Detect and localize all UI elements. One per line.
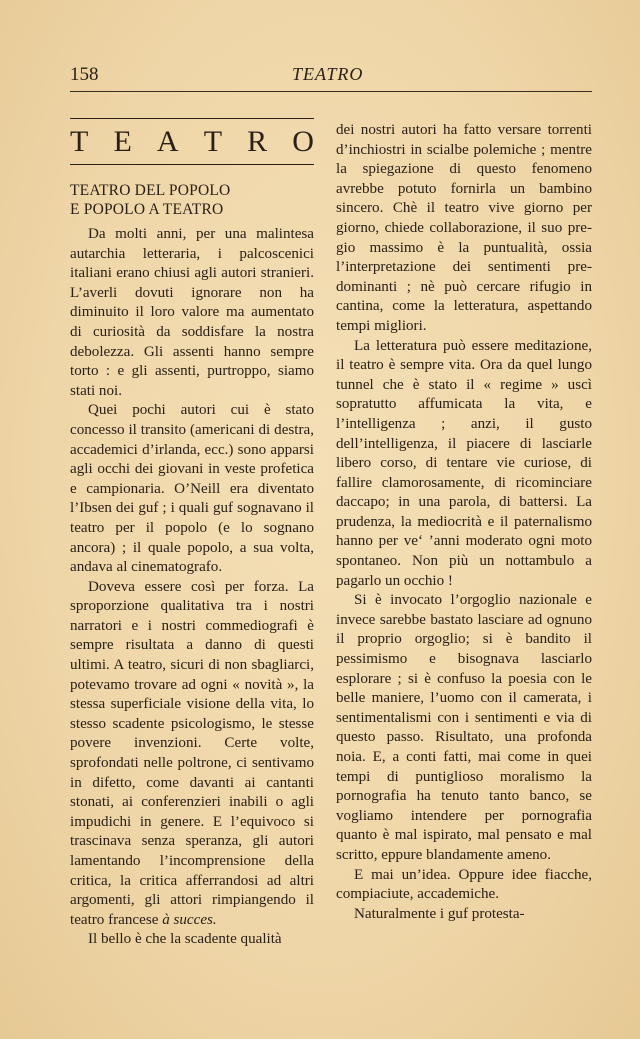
section-title-letter: T <box>203 125 223 158</box>
paragraph: Naturalmente i guf protesta- <box>354 905 525 922</box>
italic-phrase: à succes. <box>162 911 217 928</box>
section-rule-top <box>70 118 314 119</box>
right-column <box>336 121 592 924</box>
paragraph-continued: dei nostri autori ha fatto versare torrenti d’inchiostri in scialbe polemiche ; mentre la spiegazione di questo fenomeno avrebbe potuto fornirla un bambino sincero. Chè il teatro vive giorno per giorno, chiede collaborazione, il suo pregio massimo è la puntualità, ossia l’interpretazione dei sentimenti predominanti ; nè può cercare rifugio in cantina, come la letteratura, aspettando tempi migliori. <box>336 122 592 334</box>
section-title-letter: A <box>156 125 179 158</box>
section-title-letter: O <box>292 125 314 158</box>
section-title-letter: E <box>113 125 132 158</box>
paragraph: Quei pochi autori cui è stato concesso il transito (americani di destra, accademici d’irlanda, ecc.) sono apparsi agli occhi dei giovani in veste profetica e campionaria. O’Neill era diventato l’Ibsen dei guf ; i quali guf sognavano il teatro per il popolo (e lo sognano ancora) ; il quale popolo, a sua volta, andava al cinematografo. <box>70 402 314 576</box>
section-title <box>70 125 314 159</box>
section-title-letter: R <box>247 125 268 158</box>
article-subtitle-line: TEATRO DEL POPOLO <box>70 182 231 199</box>
running-title: TEATRO <box>292 64 364 84</box>
paragraph: La letteratura può essere meditazione, il teatro è sempre vita. Ora da quel lungo tunnel che è stato il « regime » uscì sopratutto affumicata la vita, e l’intelligenza ; anzi, il gusto dell’intelligenza, il piacere di lasciarle libero corso, di tentare vie curiose, di fallire clamorosamente, di ricominciare daccapo; in una parola, di battersi. La prudenza, la mediocrità e il paternalismo hanno per veʻ ’anni moderato ogni moto spontaneo. Non più un nottambulo a pagarlo un occhio ! <box>336 337 592 589</box>
article-subtitle <box>70 181 314 219</box>
paragraph: Si è invocato l’orgoglio nazionale e invece sarebbe bastato lasciare ad ognuno il proprio orgoglio; si è bandito il pessimismo e bisognava lasciarlo esplorare ; si è confuso la poesia con le belle maniere, l’uomo con il camerata, i sentimentalismi con i sentimenti e via di questo passo. Risultato, una profonda noia. E, a conti fatti, mai come in quei tempi di puntiglioso moralismo la pornografia ha tenuto tanto banco, se vogliamo intendere per pornografia quanto è mal ispirato, mal pensato e mal scritto, eppure blandamente ameno. <box>336 592 592 863</box>
left-column <box>70 118 314 950</box>
paragraph <box>70 578 314 931</box>
header-rule <box>70 91 592 92</box>
paragraph: Il bello è che la scadente qualità <box>88 931 282 948</box>
page-number: 158 <box>70 64 99 85</box>
section-rule-bottom <box>70 164 314 165</box>
paragraph: E mai un’idea. Oppure idee fiacche, compiaciute, accademiche. <box>336 866 592 903</box>
article-subtitle-line: E POPOLO A TEATRO <box>70 201 224 218</box>
section-title-letter: T <box>70 125 89 158</box>
page-header <box>70 62 592 92</box>
paragraph: Da molti anni, per una malintesa autarchia letteraria, i palcoscenici italiani erano chiusi agli autori stranieri. L’averli dovuti ignorare non ha diminuito il loro valore ma aumentato di curiosità da soddisfare la nostra debolezza. Gli assenti hanno sempre torto : e gli assenti, purtroppo, siamo stati noi. <box>70 226 314 399</box>
paragraph-text: Doveva essere così per forza. La sproporzione qualitativa tra i nostri narratori e i nostri commediografi è sempre risultata a danno di questi ultimi. A teatro, sicuri di non sbagliarci, potevamo trovare ad ogni « novità », la stessa superficiale visione della vita, lo stesso scadente psicologismo, le stesse povere invenzioni. Certe volte, sprofondati nelle poltrone, ci sentivamo in difetto, come davanti ai cantanti stonati, ai conferenzieri inabili o agli impudichi in genere. E l’equivoco si trascinava senza speranza, gli autori lamentando l’incomprensione della critica, la critica afferrandosi ad altri argomenti, gli attori rimpiangendo il teatro francese <box>70 578 314 928</box>
